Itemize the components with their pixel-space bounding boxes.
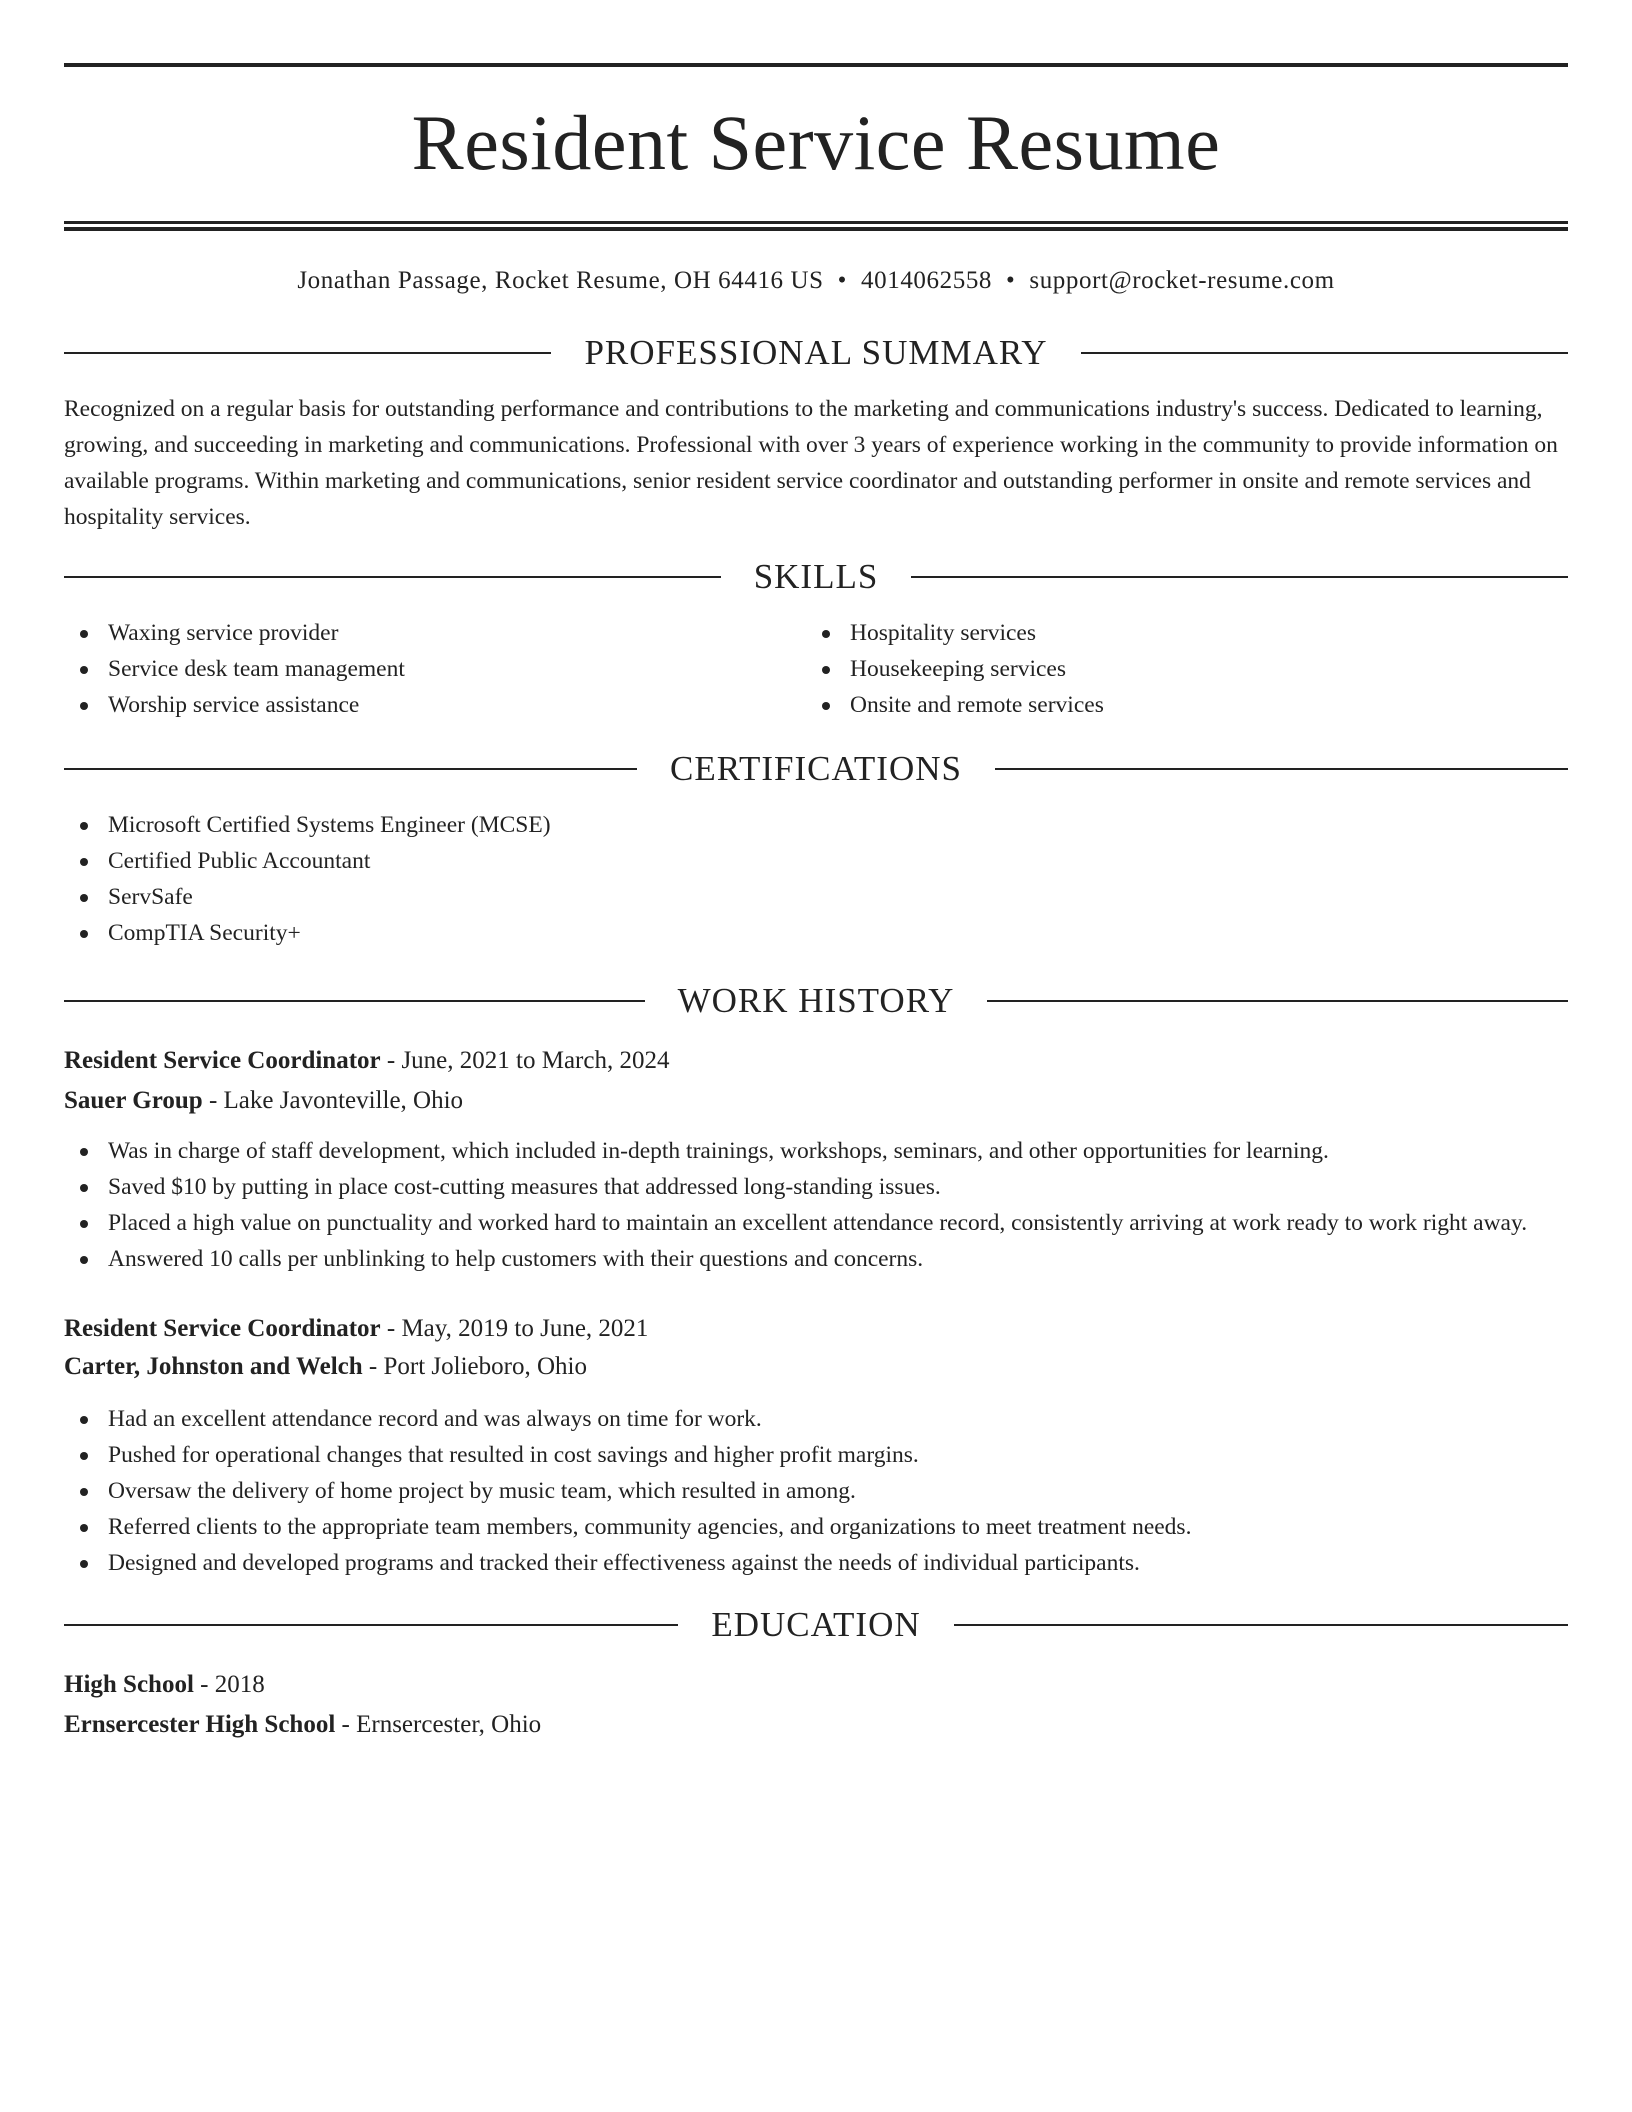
job-duty-item: Saved $10 by putting in place cost-cutting measures that addressed long-standing issues.: [64, 1169, 1568, 1205]
job-company: Carter, Johnston and Welch: [64, 1353, 363, 1380]
job-duties-list: [64, 1401, 1568, 1581]
education-degree-line: [64, 1665, 1568, 1705]
certification-item: CompTIA Security+: [64, 915, 1568, 951]
skill-item: Service desk team management: [64, 651, 806, 687]
section-title: WORK HISTORY: [677, 981, 955, 1020]
skill-item: Housekeeping services: [806, 651, 1548, 687]
contact-line: [64, 265, 1568, 297]
section-heading-summary: [64, 331, 1568, 375]
skill-item: Waxing service provider: [64, 615, 806, 651]
certifications-list: [64, 807, 1568, 951]
skill-item: Onsite and remote services: [806, 687, 1548, 723]
education-entry: [64, 1665, 1568, 1745]
heading-rule-right: [954, 1624, 1568, 1626]
section-heading-education: [64, 1603, 1568, 1647]
heading-rule-left: [64, 1000, 645, 1002]
job-duty-item: Pushed for operational changes that resulted in cost savings and higher profit margins.: [64, 1437, 1568, 1473]
section-heading-skills: [64, 555, 1568, 599]
job-title: Resident Service Coordinator: [64, 1047, 381, 1074]
heading-rule-left: [64, 768, 637, 770]
job-entry: [64, 1041, 1568, 1277]
section-heading-work-history: [64, 979, 1568, 1023]
job-duty-item: Answered 10 calls per unblinking to help customers with their questions and concerns.: [64, 1241, 1568, 1277]
summary-text: Recognized on a regular basis for outstanding performance and contributions to the marketing and communications industry's success. Dedicated to learning, growing, and succeeding in marketing and communications. Professional with over 3 years of experience working in the community to provide information on available programs. Within marketing and communications, senior resident service coordinator and outstanding performer in onsite and remote services and hospitality services.: [64, 396, 1558, 530]
education-year: - 2018: [193, 1671, 265, 1698]
section-title: EDUCATION: [711, 1605, 921, 1644]
title-double-rule: [64, 221, 1568, 231]
contact-email: support@rocket-resume.com: [1029, 267, 1335, 294]
job-company: Sauer Group: [64, 1087, 203, 1114]
job-entry: [64, 1309, 1568, 1581]
job-duties-list: [64, 1133, 1568, 1277]
job-company-line: [64, 1081, 1568, 1121]
contact-separator: •: [1006, 267, 1016, 294]
resume-title: Resident Service Resume: [411, 99, 1221, 186]
education-school-line: [64, 1705, 1568, 1745]
skills-list: [64, 615, 1568, 723]
job-title: Resident Service Coordinator: [64, 1315, 381, 1342]
top-rule: [64, 63, 1568, 67]
contact-address: Jonathan Passage, Rocket Resume, OH 64416 US: [297, 267, 824, 294]
education-school: Ernsercester High School: [64, 1711, 336, 1738]
certification-item: Certified Public Accountant: [64, 843, 1568, 879]
job-company-line: [64, 1349, 1568, 1385]
education-location: - Ernsercester, Ohio: [335, 1711, 542, 1738]
job-duty-item: Had an excellent attendance record and was always on time for work.: [64, 1401, 1568, 1437]
job-duty-item: Was in charge of staff development, which included in-depth trainings, workshops, seminars, and other opportunities for learning.: [64, 1133, 1568, 1169]
job-duty-item: Referred clients to the appropriate team members, community agencies, and organizations to meet treatment needs.: [64, 1509, 1568, 1545]
job-dates: - May, 2019 to June, 2021: [380, 1315, 649, 1342]
heading-rule-left: [64, 352, 551, 354]
section-title: PROFESSIONAL SUMMARY: [584, 333, 1048, 372]
skills-column-left: [64, 615, 806, 723]
heading-rule-left: [64, 576, 721, 578]
job-duty-item: Designed and developed programs and tracked their effectiveness against the needs of individual participants.: [64, 1545, 1568, 1581]
heading-rule-left: [64, 1624, 678, 1626]
job-title-line: [64, 1041, 1568, 1081]
education-degree: High School: [64, 1671, 194, 1698]
certification-item: ServSafe: [64, 879, 1568, 915]
skill-item: Hospitality services: [806, 615, 1548, 651]
heading-rule-right: [995, 768, 1568, 770]
section-title: SKILLS: [753, 557, 879, 596]
skills-column-right: [806, 615, 1548, 723]
heading-rule-right: [1081, 352, 1568, 354]
job-dates: - June, 2021 to March, 2024: [380, 1047, 670, 1074]
job-duty-item: Oversaw the delivery of home project by music team, which resulted in among.: [64, 1473, 1568, 1509]
section-heading-certifications: [64, 747, 1568, 791]
certification-item: Microsoft Certified Systems Engineer (MCSE): [64, 807, 1568, 843]
job-location: - Port Jolieboro, Ohio: [362, 1353, 587, 1380]
section-title: CERTIFICATIONS: [670, 749, 962, 788]
skill-item: Worship service assistance: [64, 687, 806, 723]
job-duty-item: Placed a high value on punctuality and worked hard to maintain an excellent attendance record, consistently arriving at work ready to work right away.: [64, 1205, 1568, 1241]
job-location: - Lake Javonteville, Ohio: [202, 1087, 464, 1114]
job-title-line: [64, 1309, 1568, 1349]
contact-phone: 4014062558: [861, 267, 993, 294]
heading-rule-right: [911, 576, 1568, 578]
heading-rule-right: [987, 1000, 1568, 1002]
contact-separator: •: [837, 267, 848, 294]
